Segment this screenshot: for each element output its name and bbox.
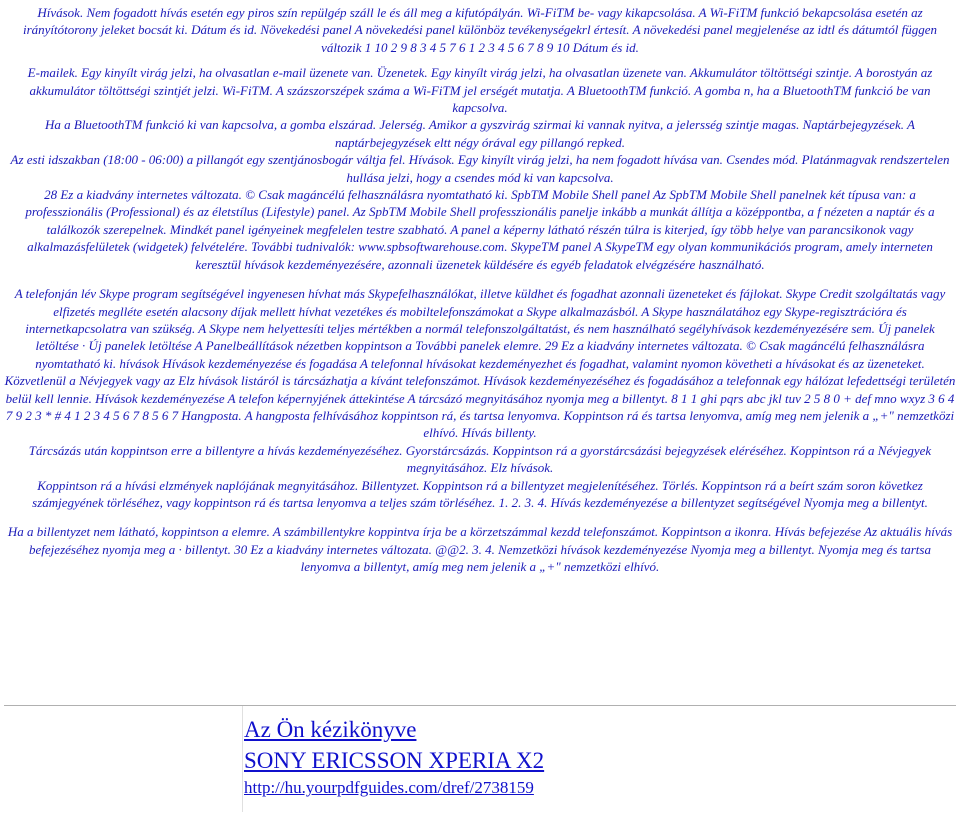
paragraph-evening-period: Az esti idszakban (18:00 - 06:00) a pillangót egy szentjánosbogár váltja fel. Hívások. Egy kinyílt virág jelzi, ha nem fogadott hívása van. Csendes mód. Platánmagvak rendszertelen hullása jelzi, hogy a csendes mód ki van kapcsolva. [10,152,950,185]
paragraph-spb-skype: 28 Ez a kiadvány internetes változata. © Csak magáncélú felhasználásra nyomtatható ki. SpbTM Mobile Shell panel Az SpbTM Mobile Shell panelnek két típusa van: a professzionális (Professional) és az életstílus (Lifestyle) panel. Az SpbTM Mobile Shell professzionális panelje inkább a munkát állítja a középpontba, a f nézeten a naptár és a találkozók szerepelnek. Mindkét panel igényeinek megfelelen testre szabható. A panel a képerny látható részén túlra is kiterjed, így több helye van parancsikonok vagy alkalmazásfelületek (widgetek) felvételére. További tudnivalók: www.spbsoftwarehouse.com. SkypeTM panel A SkypeTM egy olyan kommunikációs program, amely interneten keresztül hívások kezdeményezésére, azonnali üzenetek küldésére és egyéb feladatok elvégzésére használható. [25,187,935,272]
paragraph-bluetooth-signal: Ha a BluetoothTM funkció ki van kapcsolva, a gomba elszárad. Jelerség. Amikor a gyszvirág szirmai ki vannak nyitva, a jelersség szintje magas. Naptárbejegyzések. A naptárbejegyzések eltt négy órával egy pillangó repked. [44,117,916,150]
paragraph-status-icons: Hívások. Nem fogadott hívás esetén egy piros szín repülgép száll le és áll meg a kifutópályán. Wi-FiTM be- vagy kikapcsolása. A Wi-FiTM funkció bekapcsolása esetén az irányítótorony jeleket bocsát ki. Dátum és id. Növekedési panel A növekedési panel különböz tevékenységekrl értesít. A növekedési panel megjelenése az idtl és dátumtól függen változik 1 10 2 9 8 3 4 5 7 6 1 2 3 4 5 6 7 8 9 10 Dátum és id. [22,5,938,55]
paragraph-email-messages: E-mailek. Egy kinyílt virág jelzi, ha olvasatlan e-mail üzenete van. Üzenetek. Egy kinyílt virág jelzi, ha olvasatlan üzenete van. Akkumulátor töltöttségi szintje. A borostyán az akkumulátor töltöttségi szintjét jelzi. Wi-FiTM. A százszorszépek száma a Wi-FiTM jel erségét mutatja. A BluetoothTM funkció. A gomba n, ha a BluetoothTM funkció be van kapcsolva. [27,65,933,116]
footer-links [244,714,544,800]
paragraph-dialing: Tárcsázás után koppintson erre a billentyre a hívás kezdeményezéséhez. Gyorstárcsázás. Koppintson rá a gyorstárcsázási bejegyzések eléréséhez. Koppintson rá a Névjegyek megnyitásához. Elz hívások. [28,442,932,476]
footer [4,705,956,812]
paragraph-call-log: Koppintson rá a hívási elzmények naplójának megnyitásához. Billentyzet. Koppintson rá a billentyzet megjelenítéséhez. Törlés. Koppintson rá a beírt szám soron következ számjegyének törléséhez, vagy koppintson rá és tartsa lenyomva a teljes szám törléséhez. 1. 2. 3. 4. Hívás kezdeményezése a billentyzet segítségével Nyomja meg a billentyt. [32,477,928,510]
paragraph-skype-calls: A telefonján lév Skype program segítségével ingyenesen hívhat más Skypefelhasználókat, illetve küldhet és fogadhat azonnali üzeneteket és fájlokat. Skype Credit szolgáltatás vagy elfizetés meglléte esetén alacsony díjak mellett hívhat vezetékes és mobiltelefonszámokat a Skype alkalmazásból. A Skype használatához egy Skype-regisztrációra és internetkapcsolatra van szükség. A Skype nem helyettesíti teljes mértékben a normál telefonszolgáltatást, és nem használható segélyhívások kezdeményezésére sem. Új panelek letöltése · Új panelek letöltése A Panelbeállítások nézetben koppintson a További panelek elemre. 29 Ez a kiadvány internetes változata. © Csak magáncélú felhasználásra nyomtatható ki. hívások Hívások kezdeményezése és fogadása A telefonnal hívásokat kezdeményezhet és fogadhat, valamint nyomon követheti a hívásokat és az üzeneteket. Közvetlenül a Névjegyek vagy az Elz hívások listáról is tárcsázhatja a kívánt telefonszámot. Hívások kezdeményezéséhez és fogadásához a telefonnak egy hálózat lefedettségi területén belül kell lennie. Hívások kezdeményezése A telefon képernyjének áttekintése A tárcsázó megnyitásához nyomja meg a billentyt. 8 1 1 ghi pqrs abc jkl tuv 2 5 8 0 + def mno wxyz 3 6 4 7 9 2 3 * # 4 1 2 3 4 5 6 7 8 5 6 7 Hangposta. A hangposta felhívásához koppintson rá, és tartsa lenyomva. Koppintson rá és tartsa lenyomva, amíg meg nem jelenik a „+" nemzetközi elhívó. Hívás billenty. [4,286,956,441]
paragraph-international-calls: Ha a billentyzet nem látható, koppintson a elemre. A számbillentykre koppintva írja be a körzetszámmal kezdd telefonszámot. Koppintson a ikonra. Hívás befejezése Az aktuális hívás befejezéséhez nyomja meg a · billentyt. 30 Ez a kiadvány internetes változata. @@2. 3. 4. Nemzetközi hívások kezdeményezése Nyomja meg a billentyt. Nyomja meg és tartsa lenyomva a billentyt, amíg meg nem jelenik a „+" nemzetközi elhívó. [7,524,953,575]
document-body [4,4,956,576]
product-link[interactable]: SONY ERICSSON XPERIA X2 [244,748,545,773]
url-link[interactable]: http://hu.yourpdfguides.com/dref/2738159 [244,778,534,797]
device-image-placeholder [4,706,243,812]
manual-link[interactable]: Az Ön kézikönyve [244,717,417,742]
